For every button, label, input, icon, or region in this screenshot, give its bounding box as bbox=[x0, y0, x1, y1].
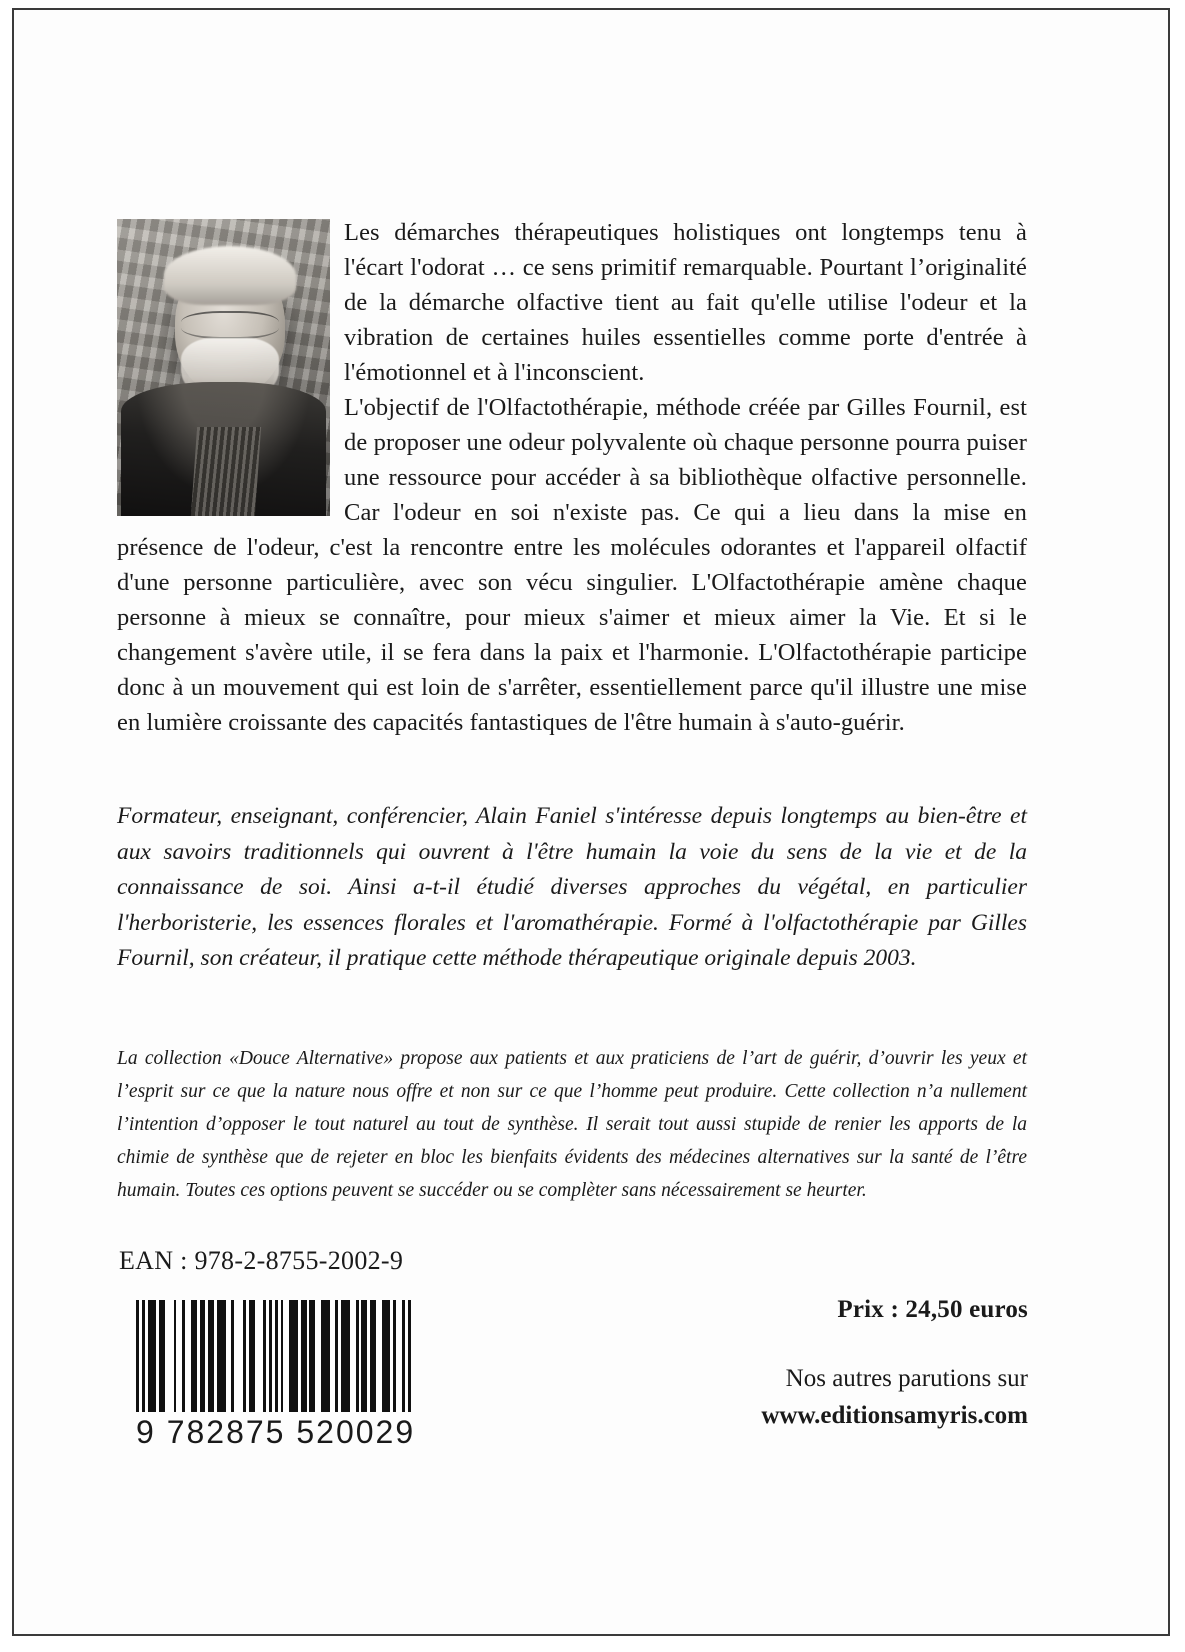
objective-paragraph: L'objectif de l'Olfactothérapie, méthode créée par Gilles Fournil, est de proposer une odeur polyvalente où chaque personne pourra puiser une ressource pour accéder à sa bibliothèque olfactive personnelle. Car l'odeur en soi n'existe pas. Ce qui a lieu dans la mise en présence de l'odeur, c'est la rencontre entre les molécules odorantes et l'appareil olfactif d'une personne particulière, avec son vécu singulier. L'Olfactothérapie amène chaque personne à mieux se connaître, pour mieux s'aimer et mieux aimer la Vie. Et si le changement s'avère utile, il se fera dans la paix et l'harmonie. L'Olfactothérapie participe donc à un mouvement qui est loin de s'arrêter, essentiellement parce qu'il illustre une mise en lumière croissante des capacités fantastiques de l'être humain à s'auto-guérir. bbox=[117, 394, 1027, 736]
portrait-glasses bbox=[181, 311, 279, 339]
book-back-cover bbox=[12, 8, 1170, 1636]
price-label: Prix : 24,50 euros bbox=[837, 1296, 1028, 1323]
portrait-shirt bbox=[191, 427, 261, 516]
publisher-website: www.editionsamyris.com bbox=[761, 1402, 1028, 1429]
author-biography-note: Formateur, enseignant, conférencier, Alain Faniel s'intéresse depuis longtemps au bien-être et aux savoirs traditionnels qui ouvrent à l'être humain la voie du sens de la vie et de la connaissance de soi. Ainsi a-t-il étudié diverses approches du végétal, en particulier l'herboristerie, les essences florales et l'aromathérapie. Formé à l'olfactothérapie par Gilles Fournil, son créateur, il pratique cette méthode thérapeutique originale depuis 2003. bbox=[117, 803, 1027, 971]
barcode-digits: 9 782875 520029 bbox=[136, 1414, 416, 1450]
ean13-barcode bbox=[136, 1300, 411, 1412]
ean-label: EAN : 978-2-8755-2002-9 bbox=[119, 1246, 404, 1275]
portrait-hair bbox=[164, 246, 296, 305]
collection-description-note: La collection «Douce Alternative» propose aux patients et aux praticiens de l’art de guérir, d’ouvrir les yeux et l’esprit sur ce que la nature nous offre et non sur ce que l’homme peut produire. Cette collection n’a nullement l’intention d’opposer le tout naturel au tout de synthèse. Il serait tout aussi stupide de renier les apports de la chimie de synthèse que de rejeter en bloc les bienfaits évidents des médecines alternatives sur la santé de l’être humain. Toutes ces options peuvent se succéder ou se complèter sans nécessairement se heurter. bbox=[117, 1048, 1027, 1201]
barcode-area bbox=[136, 1300, 416, 1451]
publisher-tagline: Nos autres parutions sur bbox=[785, 1365, 1028, 1392]
main-text-block bbox=[117, 215, 1027, 740]
intro-paragraph: Les démarches thérapeutiques holistiques ont longtemps tenu à l'écart l'odorat … ce sens primitif remarquable. Pourtant l’originalité de la démarche olfactive tient au fait qu'elle utilise l'odeur et la vibration de certaines huiles essentielles comme porte d'entrée à l'émotionnel et à l'inconscient. bbox=[344, 219, 1027, 386]
author-portrait-photo bbox=[117, 219, 330, 516]
cover-inner-page bbox=[14, 10, 1168, 1634]
